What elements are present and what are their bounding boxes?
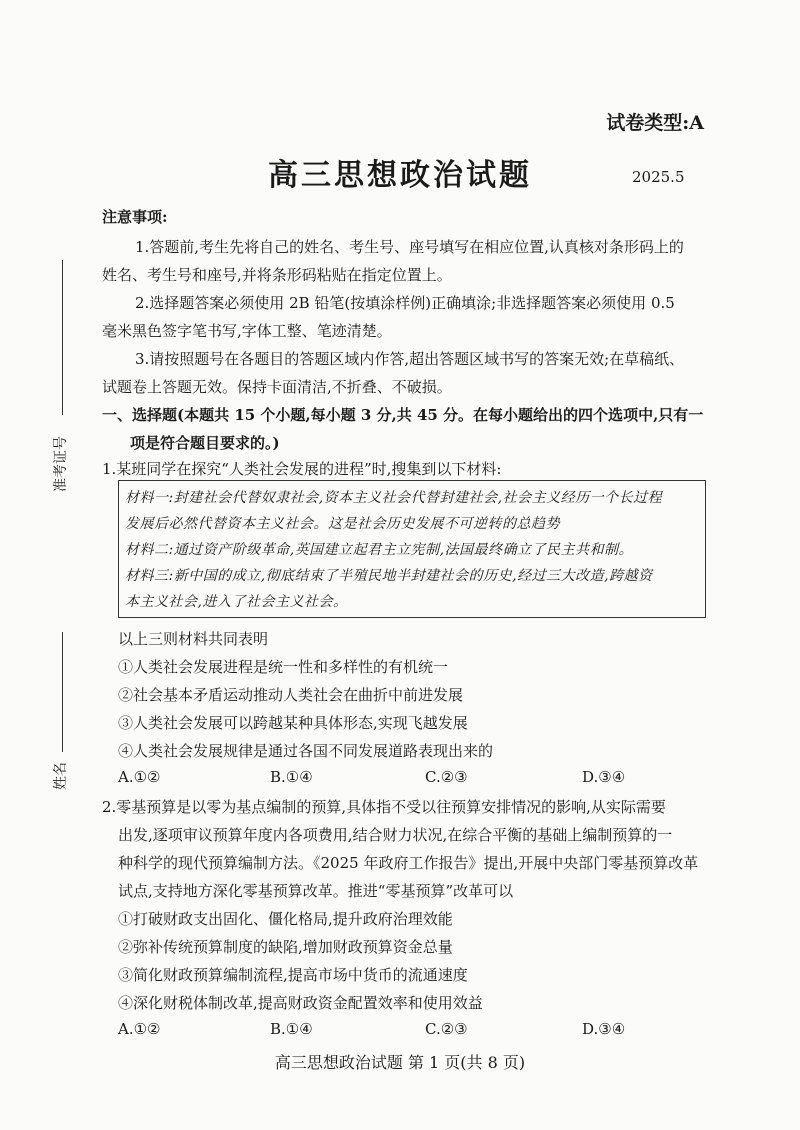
section-heading: 一、选择题(本题共 15 个小题,每小题 3 分,共 45 分。在每小题给出的四个选项中,只有一 bbox=[102, 406, 704, 424]
note-line: 1.答题前,考生先将自己的姓名、考生号、座号填写在相应位置,认真核对条形码上的 bbox=[135, 238, 684, 256]
paper-type: 试卷类型:A bbox=[606, 112, 704, 134]
option-b[interactable]: B.①④ bbox=[270, 1020, 313, 1038]
material-box bbox=[118, 480, 706, 618]
notes-heading: 注意事项: bbox=[102, 208, 168, 226]
question-1-stem: 1.某班同学在探究“人类社会发展的进程”时,搜集到以下材料: bbox=[102, 460, 502, 478]
question-2-line: 种科学的现代预算编制方法。《2025 年政府工作报告》提出,开展中央部门零基预算改革 bbox=[118, 854, 699, 872]
statement: ①人类社会发展进程是统一性和多样性的有机统一 bbox=[118, 658, 449, 676]
option-c[interactable]: C.②③ bbox=[425, 1020, 468, 1038]
note-line: 毫米黑色签字笔书写,字体工整、笔迹清楚。 bbox=[102, 322, 392, 340]
statement: ②弥补传统预算制度的缺陷,增加财政预算资金总量 bbox=[118, 938, 453, 956]
option-d[interactable]: D.③④ bbox=[582, 1020, 626, 1038]
statement: ④人类社会发展规律是通过各国不同发展道路表现出来的 bbox=[118, 742, 494, 760]
option-a[interactable]: A.①② bbox=[118, 1020, 161, 1038]
note-line: 姓名、考生号和座号,并将条形码粘贴在指定位置上。 bbox=[102, 266, 452, 284]
page-footer: 高三思想政治试题 第 1 页(共 8 页) bbox=[274, 1053, 526, 1072]
material-line: 发展后必然代替资本主义社会。这是社会历史发展不可逆转的总趋势 bbox=[125, 516, 560, 532]
option-a[interactable]: A.①② bbox=[118, 768, 161, 786]
exam-title: 高三思想政治试题 bbox=[268, 158, 532, 193]
statement: ③简化财政预算编制流程,提高市场中货币的流通速度 bbox=[118, 966, 468, 984]
note-line: 2.选择题答案必须使用 2B 铅笔(按填涂样例)正确填涂;非选择题答案必须使用 0.5 bbox=[135, 294, 675, 312]
material-line: 材料一:封建社会代替奴隶社会,资本主义社会代替封建社会,社会主义经历一个长过程 bbox=[125, 490, 663, 506]
exam-date: 2025.5 bbox=[632, 168, 685, 186]
question-2-line: 出发,逐项审议预算年度内各项费用,结合财力状况,在综合平衡的基础上编制预算的一 bbox=[118, 826, 673, 844]
option-c[interactable]: C.②③ bbox=[425, 768, 468, 786]
statement: ②社会基本矛盾运动推动人类社会在曲折中前进发展 bbox=[118, 686, 464, 704]
exam-number-label: 准考证号 bbox=[53, 436, 69, 492]
question-1-prompt: 以上三则材料共同表明 bbox=[118, 630, 269, 648]
name-line bbox=[62, 632, 63, 752]
name-label: 姓名 bbox=[53, 762, 69, 790]
material-line: 本主义社会,进入了社会主义社会。 bbox=[125, 594, 348, 610]
note-line: 3.请按照题号在各题目的答题区域内作答,超出答题区域书写的答案无效;在草稿纸、 bbox=[135, 350, 685, 368]
option-b[interactable]: B.①④ bbox=[270, 768, 313, 786]
material-line: 材料二:通过资产阶级革命,英国建立起君主立宪制,法国最终确立了民主共和制。 bbox=[125, 542, 634, 558]
exam-number-line bbox=[62, 260, 63, 415]
statement: ①打破财政支出固化、僵化格局,提升政府治理效能 bbox=[118, 910, 453, 928]
material-line: 材料三:新中国的成立,彻底结束了半殖民地半封建社会的历史,经过三大改造,跨越资 bbox=[125, 568, 653, 584]
statement: ④深化财税体制改革,提高财政资金配置效率和使用效益 bbox=[118, 994, 483, 1012]
question-2-line: 试点,支持地方深化零基预算改革。推进“零基预算”改革可以 bbox=[118, 882, 514, 900]
statement: ③人类社会发展可以跨越某种具体形态,实现飞越发展 bbox=[118, 714, 468, 732]
section-heading-cont: 项是符合题目要求的。) bbox=[130, 434, 280, 452]
note-line: 试题卷上答题无效。保持卡面清洁,不折叠、不破损。 bbox=[102, 378, 452, 396]
question-2-stem: 2.零基预算是以零为基点编制的预算,具体指不受以往预算安排情况的影响,从实际需要 bbox=[102, 798, 666, 816]
option-d[interactable]: D.③④ bbox=[582, 768, 626, 786]
